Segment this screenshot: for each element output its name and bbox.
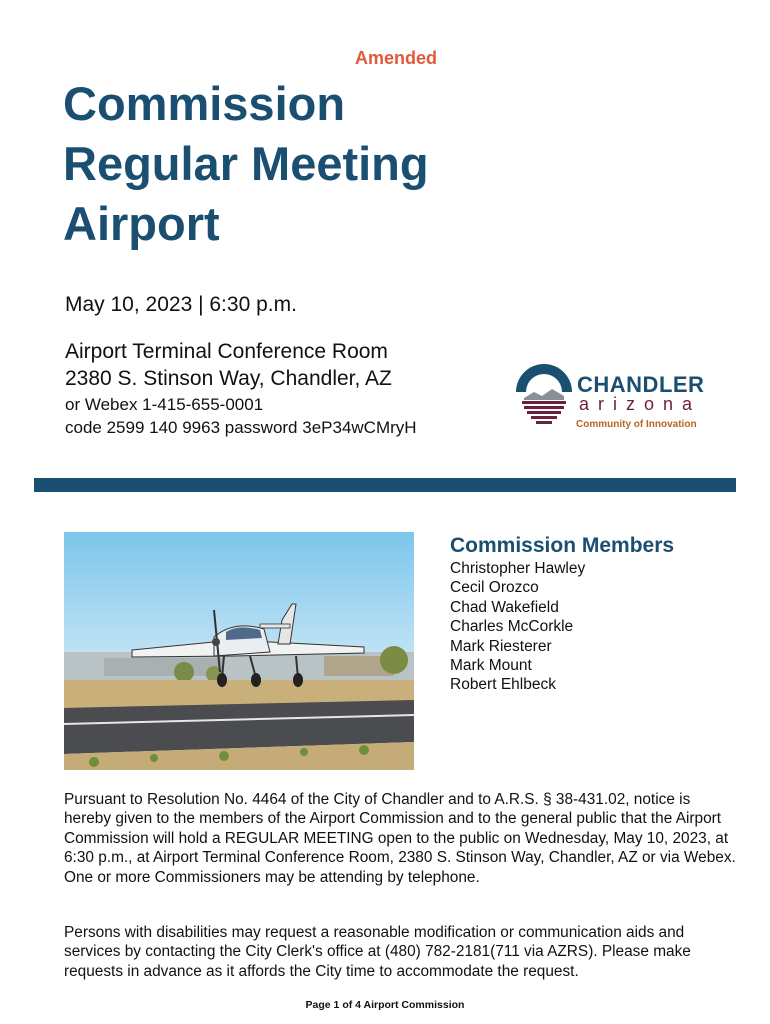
title-line-3: Airport xyxy=(63,197,220,250)
logo-name: CHANDLER xyxy=(577,372,705,397)
meeting-datetime: May 10, 2023 | 6:30 p.m. xyxy=(65,293,297,316)
member-name: Cecil Orozco xyxy=(450,579,539,597)
notice-paragraph: Pursuant to Resolution No. 4464 of the City of Chandler and to A.R.S. § 38-431.02, notice is hereby given to the members of the Airport Commission and to the general public that the Airport Commission will hold a REGULAR MEETING open to the public on Wednesday, May 10, 2023, at 6:30 p.m., at Airport Terminal Conference Room, 2380 S. Stinson Way, Chandler, AZ or via Webex. One or more Commissioners may be attending by telephone. xyxy=(64,791,736,886)
member-name: Mark Riesterer xyxy=(450,637,552,655)
member-name: Robert Ehlbeck xyxy=(450,676,556,694)
commission-members-list xyxy=(450,559,585,695)
title-line-1: Commission xyxy=(63,77,346,130)
member-name: Christopher Hawley xyxy=(450,560,586,577)
meeting-location-room: Airport Terminal Conference Room xyxy=(65,340,388,363)
member-name: Charles McCorkle xyxy=(450,618,574,636)
meeting-webex-number: or Webex 1-415-655-0001 xyxy=(65,395,264,414)
accessibility-paragraph: Persons with disabilities may request a reasonable modification or communication aids and services by contacting the City Clerk's office at (480) 782-2181(711 via AZRS). Please make requests in advance as it affords the City time to accommodate the request. xyxy=(64,924,691,980)
commission-members-heading: Commission Members xyxy=(450,534,675,557)
page-footer: Page 1 of 4 Airport Commission xyxy=(305,999,465,1011)
airplane-photo xyxy=(64,532,414,770)
amended-label: Amended xyxy=(355,48,438,68)
chandler-emblem-icon xyxy=(512,362,576,428)
logo-tagline: Community of Innovation xyxy=(576,419,697,430)
member-name: Chad Wakefield xyxy=(450,598,559,616)
meeting-webex-code: code 2599 140 9963 password 3eP34wCMryH xyxy=(65,418,417,437)
member-name: Mark Mount xyxy=(450,657,532,675)
meeting-location-address: 2380 S. Stinson Way, Chandler, AZ xyxy=(65,367,392,390)
logo-state: arizona xyxy=(579,394,702,414)
header-divider-band xyxy=(34,478,736,492)
chandler-logo xyxy=(512,360,712,436)
title-line-2: Regular Meeting xyxy=(63,137,429,190)
page-title xyxy=(63,74,523,254)
